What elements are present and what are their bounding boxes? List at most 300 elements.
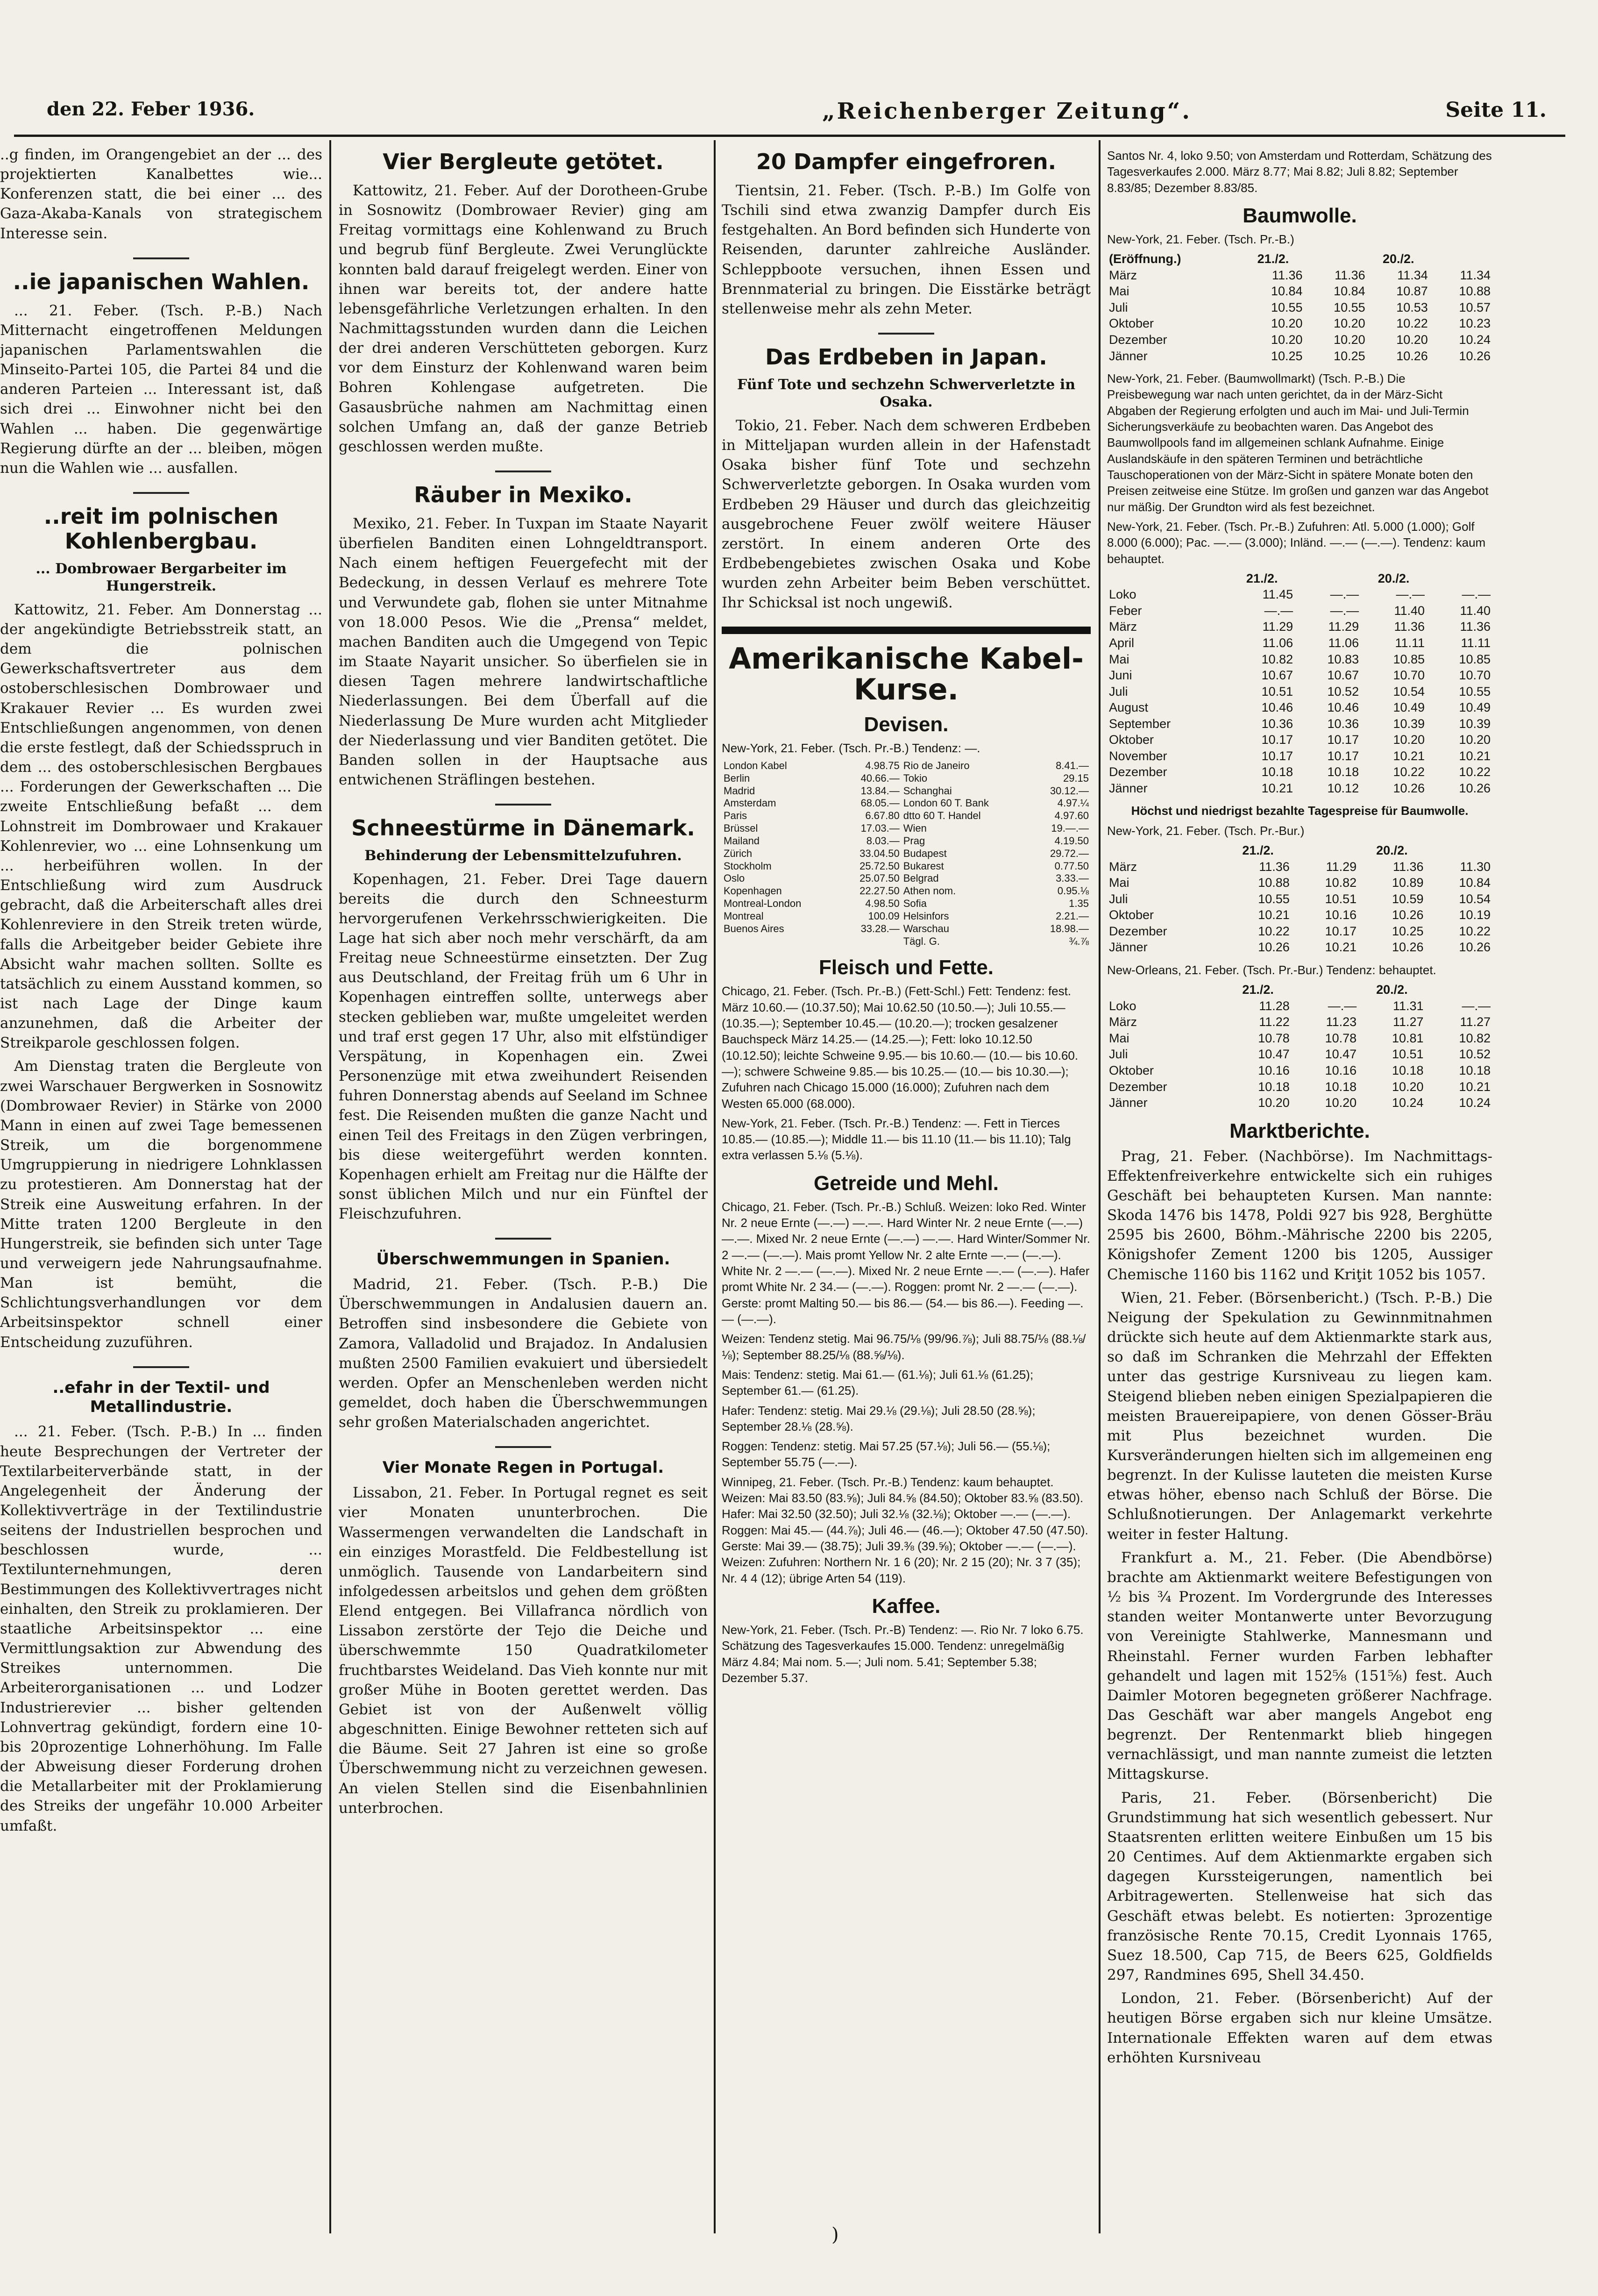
- table-cell: 10.85: [1393, 652, 1425, 666]
- table-header-cell: 21./2.: [1242, 983, 1274, 997]
- article-title: ..reit im polnischen Kohlenbergbau.: [43, 504, 279, 554]
- table-row: [722, 923, 1091, 935]
- subsection-title-meat-fats: Fleisch und Fette.: [818, 956, 994, 979]
- table-cell: 11.23: [1326, 1015, 1357, 1029]
- table-cell: —.—: [1396, 587, 1425, 602]
- table-cell: 10.82: [1325, 876, 1357, 890]
- table-cell: 10.18: [1258, 1079, 1290, 1094]
- table-cell: 10.26: [1396, 349, 1428, 363]
- table-cell: 11.31: [1393, 998, 1424, 1013]
- table-cell: 10.47: [1325, 1047, 1357, 1062]
- section-bar: [722, 627, 1091, 634]
- separator: [495, 471, 551, 472]
- table-cell: Jänner: [1109, 1096, 1148, 1110]
- table-cell: 22.27.50: [859, 885, 900, 897]
- table-cell: 10.20: [1396, 332, 1428, 347]
- table-row: [1107, 651, 1492, 668]
- article-title: Schneestürme in Dänemark.: [351, 815, 695, 841]
- table-cell: 10.46: [1261, 700, 1293, 715]
- table-cell: 10.21: [1258, 908, 1290, 922]
- page-header: [28, 98, 1556, 131]
- table-header-cell: 20./2.: [1376, 983, 1408, 997]
- table-row: [722, 872, 1091, 885]
- cotton-table-new-orleans: [1107, 982, 1492, 1111]
- table-cell: 11.34: [1460, 268, 1491, 282]
- table-cell: September: [1109, 716, 1171, 731]
- table-cell: 10.19: [1459, 908, 1491, 922]
- table-row: [722, 848, 1091, 860]
- table-cell: 10.52: [1327, 684, 1359, 699]
- table-cell: 10.18: [1261, 765, 1293, 779]
- table-cell: 10.20: [1393, 733, 1425, 747]
- table-cell: 10.16: [1258, 1063, 1290, 1077]
- table-row: [1107, 667, 1492, 684]
- table-cell: 19.—.—: [1051, 822, 1089, 834]
- table-cell: 10.26: [1258, 940, 1290, 955]
- table-header-cell: [1295, 570, 1361, 587]
- table-cell: 10.22: [1459, 924, 1491, 938]
- table-cell: 10.16: [1325, 908, 1357, 922]
- market-text: Chicago, 21. Feber. (Tsch. Pr.-B.) Schluß. Weizen: loko Red. Winter Nr. 2 neue Ernte (—.—) —.—. Hard Winter Nr. 2 neue Ernte (—.—) —.—. Mixed Nr. 2 neue Ernte (—.—) —.—. Hard Winter/Sommer Nr. 2 —.— (—.—). Mais promt Yellow Nr. 2 alte Ernte —.— (—.—). White Nr. 2 —.— (—.—). Mixed Nr. 2 neue Ernte —.— (—.—). Hafer promt White Nr. 2 34.— (—.—). Roggen: promt Nr. 2 —.— (—.—). Gerste: promt Malting 50.— bis 86.— (54.— bis 86.—). Feeding —.— (—.—).: [722, 1199, 1090, 1326]
- table-cell: 10.46: [1327, 700, 1359, 715]
- article-denmark-snowstorms: [339, 816, 708, 1224]
- article-steamers-frozen: [722, 150, 1091, 319]
- table-header-cell: 20./2.: [1378, 571, 1410, 585]
- table-row: [1107, 586, 1492, 603]
- article-title: 20 Dampfer eingefroren.: [756, 149, 1057, 174]
- table-cell: Dezember: [1109, 924, 1167, 938]
- table-cell: 11.28: [1259, 998, 1290, 1013]
- table-cell: 10.26: [1392, 908, 1424, 922]
- table-cell: Brüssel: [724, 822, 758, 834]
- table-header-row: [1107, 251, 1492, 267]
- table-cell: März: [1109, 1015, 1137, 1029]
- table-cell: 4.98.75: [865, 759, 900, 771]
- table-cell: Dezember: [1109, 332, 1167, 347]
- table-cell: 8.41.—: [1056, 759, 1089, 771]
- table-cell: April: [1109, 636, 1135, 650]
- subsection-title-grain-flour: Getreide und Mehl.: [813, 1171, 999, 1195]
- table-cell: 10.84: [1459, 876, 1491, 890]
- table-header-cell: 20./2.: [1382, 252, 1414, 266]
- table-row: [1107, 684, 1492, 700]
- table-cell: Sofia: [903, 898, 927, 910]
- article-spain-floods: [339, 1250, 708, 1432]
- table-cell: 100.09: [868, 910, 900, 922]
- table-cell: 10.17: [1261, 749, 1293, 763]
- market-text: New-York, 21. Feber. (Baumwollmarkt) (Tsch. P.-B.) Die Preisbewegung war nach unten gerichtet, da in der März-Sicht Abgaben der Regierung erfolgten und auch im Mai- und Juli-Termin Sicherungsverkäufe zu beobachten waren. Das Angebot des Baumwollpools fand im allgemeinen schlank Aufnahme. Einige Auslandskäufe in den späteren Terminen und beträchtliche Tauschoperationen von der März-Sicht in spätere Monate boten den Preisen zeitweise eine Stütze. Im großen und ganzen war das Angebot nur mäßig. Der Grundton wird als fest bezeichnet.: [1107, 371, 1489, 514]
- table-cell: 10.21: [1459, 749, 1491, 763]
- table-row: [1107, 315, 1492, 332]
- table-cell: 10.17: [1327, 749, 1359, 763]
- table-cell: 10.21: [1261, 781, 1293, 795]
- table-cell: 11.29: [1262, 620, 1293, 634]
- table-cell: Mai: [1109, 876, 1129, 890]
- table-cell: 10.47: [1258, 1047, 1290, 1062]
- table-cell: 10.18: [1325, 1079, 1357, 1094]
- table-cell: Juli: [1109, 300, 1128, 314]
- table-cell: 4.19.50: [1054, 834, 1089, 847]
- subsection-title-cotton: Baumwolle.: [1243, 204, 1357, 227]
- table-cell: 10.26: [1459, 349, 1491, 363]
- table-cell: Stockholm: [724, 860, 772, 872]
- table-header-cell: 21./2.: [1246, 571, 1278, 585]
- table-cell: 10.51: [1392, 1047, 1424, 1062]
- table-row: [1107, 619, 1492, 635]
- table-row: [1107, 748, 1492, 764]
- table-cell: 11.40: [1394, 603, 1425, 618]
- table-cell: —.—: [1328, 998, 1357, 1013]
- table-cell: Madrid: [724, 784, 755, 797]
- cotton-header: New-York, 21. Feber. (Tsch. Pr.-B.) Zufuhren: Atl. 5.000 (1.000); Golf 8.000 (6.000); Pac. —.— (3.000); Inländ. —.— (—.—). Tendenz: kaum behauptet.: [1107, 519, 1486, 566]
- table-cell: 10.49: [1459, 700, 1491, 715]
- column-4: [1107, 145, 1492, 2233]
- market-text: Hafer: Tendenz: stetig. Mai 29.⅛ (29.⅛); Juli 28.50 (28.⅝); September 28.⅛ (28.⅝).: [722, 1403, 1036, 1433]
- table-row: [722, 835, 1091, 848]
- table-cell: 11.11: [1395, 636, 1425, 650]
- table-cell: 11.11: [1461, 636, 1491, 650]
- table-header-cell: 21./2.: [1242, 843, 1274, 858]
- table-row: [1107, 1046, 1492, 1062]
- separator: [133, 1366, 189, 1368]
- table-cell: 11.22: [1259, 1015, 1290, 1029]
- table-cell: 10.25: [1271, 349, 1303, 363]
- table-cell: Oslo: [724, 872, 745, 884]
- table-row: [1107, 635, 1492, 651]
- table-cell: Juli: [1109, 891, 1128, 906]
- table-row: [722, 885, 1091, 898]
- table-cell: Dezember: [1109, 765, 1167, 779]
- table-header-cell: [1107, 982, 1224, 998]
- table-cell: 10.21: [1393, 749, 1425, 763]
- currencies-table: [722, 760, 1091, 948]
- table-cell: 11.29: [1328, 620, 1359, 634]
- table-cell: 10.36: [1327, 716, 1359, 731]
- table-cell: 10.18: [1327, 765, 1359, 779]
- table-cell: Jänner: [1109, 349, 1148, 363]
- separator: [133, 257, 189, 259]
- table-cell: 4.98.50: [865, 898, 900, 910]
- table-cell: 11.34: [1397, 268, 1428, 282]
- article-text: Am Dienstag traten die Bergleute von zwei Warschauer Bergwerken in Sosnowitz (Dombrowaer Revier) in Stärke von 2000 Mann in einen auf zwei Tage bemessenen Streik, um die borgenommene Umgruppierung in niedrigere Lohnklassen zu protestieren. Am Donnerstag hat der Streik eine Ausweitung erfahren. In der Mitte traten 1200 Bergleute in den Hungerstreik, sie befinden sich unter Tage und verweigern jede Nahrungsaufnahme. Man ist bemüht, die Schlichtungsverhandlungen vor dem Arbeitsinspektor schnell einer Entscheidung zuzuführen.: [0, 1058, 322, 1351]
- article-title: Überschwemmungen in Spanien.: [376, 1250, 670, 1269]
- table-row: [722, 810, 1091, 822]
- table-cell: 10.22: [1459, 765, 1491, 779]
- table-cell: 10.12: [1327, 781, 1359, 795]
- table-row: [1107, 859, 1492, 875]
- market-report-vienna: Wien, 21. Feber. (Börsenbericht.) (Tsch. P.-B.) Die Neigung der Spekulation zu Gewinnmitnahmen drückte sich heute auf dem Aktienmarkte stark aus, so daß im Schranken die Mehrzahl der Effekten unter das gestrige Kursniveau zu liegen kam. Steigend blieben neben einigen Spezialpapieren die meisten Brauereipapiere, von denen Gösser-Bräu mit Plus bezeichnet wurden. Die Kursveränderungen hielten sich im allgemeinen eng begrenzt. In der Kulisse lauteten die meisten Kurse etwas höher, ebenso nach Schluß der Börse. Die Schlußnotierungen. Der Anlagemarkt verkehrte weiter in fester Haltung.: [1107, 1289, 1492, 1543]
- table-cell: Juli: [1109, 684, 1128, 699]
- article-text: Kopenhagen, 21. Feber. Drei Tage dauern bereits die durch den Schneesturm hervorgerufenen Verkehrsschwierigkeiten. Die Lage hat sich aber noch mehr verschärft, da am Freitag neue Schneestürme einsetzten. Der Zug aus Deutschland, der Freitag früh um 6 Uhr in Kopenhagen eintreffen sollte, unterwegs aber stecken geblieben war, mußte umgeleitet werden und traf erst gegen 17 Uhr, also mit elfstündiger Verspätung, in Kopenhagen ein. Zwei Personenzüge mit etwa zweihundert Reisenden fuhren Donnerstag abends auf Seeland im Schnee fest. Die Reisenden mußten die ganze Nacht und einen Teil des Freitags in den Zügen verbringen, bis diese weitergeführt werden konnten. Kopenhagen erhielt am Freitag nur die Hälfte der sonst üblichen Milch und nur ein Fünftel der Fleischzufuhren.: [339, 870, 708, 1223]
- separator: [495, 1446, 551, 1448]
- table-row: [1107, 764, 1492, 780]
- header-page-number: Seite 11.: [1445, 98, 1547, 122]
- table-row: [1107, 603, 1492, 619]
- table-cell: Kopenhagen: [724, 885, 782, 897]
- table-cell: 10.20: [1334, 332, 1365, 347]
- table-header-cell: [1430, 251, 1492, 267]
- table-cell: London Kabel: [724, 759, 787, 771]
- header-masthead: „Reichenberger Zeitung“.: [822, 98, 1192, 124]
- table-cell: 10.55: [1459, 684, 1491, 699]
- table-row: [1107, 1014, 1492, 1030]
- table-cell: 10.70: [1459, 668, 1491, 683]
- article-text: Tokio, 21. Feber. Nach dem schweren Erdbeben in Mitteljapan wurden allein in der Hafenstadt Osaka bisher fünf Tote und sechzehn Schwerverletzte geborgen. In Osaka wurden vom Erdbeben 29 Häuser und durch das gleichzeitig ausgebrochene Feuer zwölf weitere Häuser zerstört. In einem anderen Orte des Erdbebengebietes zwischen Osaka und Kobe wurden zehn Arbeiter beim Beben verschüttet. Ihr Schicksal ist noch ungewiß.: [722, 417, 1091, 612]
- table-cell: Montreal-London: [724, 898, 802, 910]
- table-cell: 10.22: [1393, 765, 1425, 779]
- article-textile-industry: [0, 1378, 322, 1836]
- table-cell: 68.05.—: [860, 797, 900, 809]
- table-cell: Juli: [1109, 1047, 1128, 1062]
- table-cell: Dezember: [1109, 1079, 1167, 1094]
- column-2: [339, 145, 708, 2233]
- cotton-header: New-York, 21. Feber. (Tsch. Pr.-Bur.): [1107, 823, 1305, 838]
- cotton-header: New-Orleans, 21. Feber. (Tsch. Pr.-Bur.) Tendenz: behauptet.: [1107, 963, 1436, 977]
- table-cell: 10.20: [1392, 1079, 1424, 1094]
- table-row: [1107, 875, 1492, 891]
- article-japan-elections: [0, 270, 322, 478]
- table-cell: 18.98.—: [1050, 922, 1089, 934]
- table-cell: 4.97.¼: [1057, 797, 1089, 809]
- table-cell: 10.78: [1325, 1031, 1357, 1045]
- table-cell: 11.29: [1326, 859, 1357, 874]
- table-row: [1107, 907, 1492, 923]
- table-header-row: [1107, 842, 1492, 859]
- table-cell: 11.06: [1262, 636, 1293, 650]
- table-cell: 11.40: [1460, 603, 1491, 618]
- table-header-row: [1107, 982, 1492, 998]
- column-1: [0, 145, 322, 2233]
- market-text: Weizen: Tendenz stetig. Mai 96.75/⅛ (99/96.⅞); Juli 88.75/⅛ (88.⅛/⅛); September 88.25/⅛ (88.⅝/⅛).: [722, 1332, 1086, 1362]
- table-header-cell: [1305, 251, 1367, 267]
- market-text: New-York, 21. Feber. (Tsch. Pr.-B) Tendenz: —. Rio Nr. 7 loko 6.75. Schätzung des Tagesverkaufes 15.000. Tendenz: unregelmäßig März 4.84; Mai nom. 5.—; Juli nom. 5.41; September 5.38; Dezember 5.37.: [722, 1622, 1084, 1685]
- table-cell: Wien: [903, 822, 927, 834]
- table-cell: Rio de Janeiro: [903, 759, 970, 771]
- table-cell: [722, 935, 838, 948]
- table-cell: 17.03.—: [860, 822, 900, 834]
- table-cell: Buenos Aires: [724, 922, 784, 934]
- table-cell: 10.36: [1261, 716, 1293, 731]
- table-cell: 40.66.—: [860, 772, 900, 784]
- article-title: Vier Bergleute getötet.: [383, 149, 664, 174]
- separator: [878, 333, 934, 335]
- article-portugal-rain: [339, 1458, 708, 1818]
- table-cell: 10.18: [1392, 1063, 1424, 1077]
- table-cell: 11.36: [1393, 859, 1424, 874]
- table-cell: 10.20: [1258, 1096, 1290, 1110]
- article-subtitle: ... Dombrowaer Bergarbeiter im Hungerstreik.: [36, 560, 287, 595]
- table-cell: 10.53: [1396, 300, 1428, 314]
- table-cell: 10.20: [1459, 733, 1491, 747]
- table-cell: Belgrad: [903, 872, 939, 884]
- table-cell: 10.39: [1459, 716, 1491, 731]
- article-title: ..efahr in der Textil- und Metallindustrie.: [52, 1378, 270, 1416]
- header-date: den 22. Feber 1936.: [47, 98, 255, 120]
- table-cell: 10.54: [1393, 684, 1425, 699]
- table-header-cell: [1427, 570, 1492, 587]
- table-row: [722, 935, 1091, 948]
- table-cell: —.—: [1462, 587, 1491, 602]
- table-cell: 10.82: [1261, 652, 1293, 666]
- table-row: [1107, 939, 1492, 955]
- currencies-header: New-York, 21. Feber. (Tsch. Pr.-B.) Tendenz: —.: [722, 741, 980, 755]
- table-row: [722, 898, 1091, 910]
- table-cell: Zürich: [724, 847, 753, 859]
- table-header-cell: 21./2.: [1257, 252, 1289, 266]
- table-cell: 10.18: [1459, 1063, 1491, 1077]
- table-row: [722, 910, 1091, 923]
- subsection-title-currencies: Devisen.: [864, 713, 949, 736]
- table-cell: 2.21.—: [1056, 910, 1089, 922]
- table-cell: 10.20: [1334, 316, 1365, 331]
- table-row: [1107, 1079, 1492, 1095]
- article-text: Mexiko, 21. Feber. In Tuxpan im Staate Nayarit überfielen Banditen einen Lohngeldtransport. Nach einem heftigen Feuergefecht mit der Bedeckung, in dessen Verlauf es mehrere Tote und Verwundete gab, flohen sie unter Mitnahme von 18.000 Pesos. Wie die „Prensa“ meldet, machen Banditen auch die Umgegend von Tepic im Staate Nayarit unsicher. So überfielen sie in diesen Tagen mehrere landwirtschaftliche Niederlassungen. Bei dem Überfall auf die Niederlassung De Mure wurden acht Mitglieder der Niederlassung und vier Banditen getötet. Die Banden sollen in der Hauptsache aus entwichenen Sträflingen bestehen.: [339, 515, 708, 788]
- market-text: Santos Nr. 4, loko 9.50; von Amsterdam und Rotterdam, Schätzung des Tagesverkaufes 2.000. März 8.77; Mai 8.82; Juli 8.82; September 8.83/85; Dezember 8.83/85.: [1107, 149, 1492, 195]
- article-mexico-robbers: [339, 483, 708, 790]
- table-cell: 10.81: [1392, 1031, 1424, 1045]
- table-cell: 1.35: [1069, 898, 1089, 910]
- table-cell: Paris: [724, 810, 747, 822]
- table-cell: 10.22: [1396, 316, 1428, 331]
- table-cell: 11.06: [1328, 636, 1359, 650]
- table-cell: [838, 935, 901, 948]
- table-header-cell: [1107, 842, 1224, 859]
- table-cell: 10.83: [1327, 652, 1359, 666]
- table-cell: —.—: [1330, 603, 1359, 618]
- table-cell: 10.16: [1325, 1063, 1357, 1077]
- table-cell: 25.07.50: [859, 872, 900, 884]
- table-cell: 10.24: [1459, 332, 1491, 347]
- article-text: Madrid, 21. Feber. (Tsch. P.-B.) Die Überschwemmungen in Andalusien dauern an. Betroffen sind insbesondere die Gebiete von Zamora, Valladolid und Brajadoz. In Andalusien mußten 2500 Familien evakuiert und übersiedelt werden. Opfer an Menschenleben werden nicht gemeldet, doch haben die Überschwemmungen sehr großen Materialschaden angerichtet.: [339, 1276, 708, 1431]
- table-cell: 10.55: [1258, 891, 1290, 906]
- table-cell: 25.72.50: [859, 860, 900, 872]
- table-cell: —.—: [1462, 998, 1491, 1013]
- table-cell: 10.26: [1393, 781, 1425, 795]
- table-row: [1107, 780, 1492, 797]
- table-cell: 10.24: [1459, 1096, 1491, 1110]
- table-cell: 10.54: [1459, 891, 1491, 906]
- column-rule-3: [1099, 140, 1101, 2233]
- table-cell: Amsterdam: [724, 797, 776, 809]
- article-subtitle: Behinderung der Lebensmittelzufuhren.: [364, 848, 682, 864]
- table-cell: 10.55: [1271, 300, 1303, 314]
- table-row: [1107, 332, 1492, 348]
- table-row: [1107, 348, 1492, 364]
- table-cell: 10.87: [1396, 284, 1428, 299]
- table-row: [722, 797, 1091, 810]
- table-cell: dtto 60 T. Handel: [903, 810, 981, 822]
- article-text: Lissabon, 21. Feber. In Portugal regnet es seit vier Monaten ununterbrochen. Die Wassermengen verwandelten die Landschaft in ein einziges Morastfeld. Die Feldbestellung ist unmöglich. Tausende von Landarbeitern sind infolgedessen arbeitslos und gehen dem größten Elend entgegen. Bei Villafranca nördlich von Lissabon zerstörte der Tejo die Deiche und überschwemmte 150 Quadratkilometer fruchtbarstes Weideland. Das Vieh konnte nur mit großer Mühe in Booten gerettet werden. Das Gebiet ist von der Außenwelt völlig abgeschnitten. Einige Bewohner retteten sich auf die Bäume. Seit 27 Jahren ist eine so große Überschwemmung nicht zu verzeichnen gewesen. An vielen Stellen sind die Eisenbahnlinien unterbrochen.: [339, 1484, 708, 1817]
- table-cell: 10.20: [1271, 332, 1303, 347]
- table-cell: Montreal: [724, 910, 764, 922]
- article-text: ... 21. Feber. (Tsch. P.-B.) In ... finden heute Besprechungen der Vertreter der Textilarbeiterverbände statt, in der Angelegenheit der Änderung der Kollektivverträge in der Textilindustrie seitens der Industriellen besprochen und beschlossen wurde, ... Textilunternehmungen, deren Bestimmungen des Kollektivvertrages nicht einhalten, den Streik zu proklamieren. Der staatliche Arbeitsinspektor ... eine Vermittlungsaktion zur Abwendung des Streikes unternommen. Die Arbeiterorganisationen ... und Lodzer Industrierevier ... bisher geltenden Lohnvertrag gekündigt, fordern eine 10- bis 20prozentige Lohnerhöhung. Im Falle der Abweisung dieser Forderung drohen die Metallarbeiter mit der Proklamierung des Streiks der ungefähr 10.000 Arbeiter umfaßt.: [0, 1423, 322, 1834]
- market-text: New-York, 21. Feber. (Tsch. Pr.-B.) Tendenz: —. Fett in Tierces 10.85.— (10.85.—); Middle 11.— bis 11.10 (11.— bis 11.10); Talg extra verlassen 5.⅛ (5.⅛).: [722, 1116, 1071, 1162]
- table-header-cell: [1426, 982, 1492, 998]
- column-3: [722, 145, 1091, 2233]
- table-cell: Helsinfors: [903, 910, 949, 922]
- separator: [133, 492, 189, 494]
- table-row: [722, 772, 1091, 785]
- cotton-header: New-York, 21. Feber. (Tsch. Pr.-B.): [1107, 232, 1294, 246]
- table-row: [722, 822, 1091, 835]
- table-cell: Oktober: [1109, 1063, 1154, 1077]
- table-cell: 10.25: [1392, 924, 1424, 938]
- table-row: [1107, 1062, 1492, 1079]
- table-cell: 10.49: [1393, 700, 1425, 715]
- table-cell: März: [1109, 620, 1137, 634]
- table-cell: 10.70: [1393, 668, 1425, 683]
- table-cell: Loko: [1109, 998, 1136, 1013]
- table-cell: Athen nom.: [903, 885, 956, 897]
- cotton-highlow-title: Höchst und niedrigst bezahlte Tagespreise für Baumwolle.: [1131, 804, 1469, 818]
- table-cell: Oktober: [1109, 316, 1154, 331]
- table-cell: 10.51: [1261, 684, 1293, 699]
- table-row: [1107, 283, 1492, 299]
- table-cell: Mai: [1109, 284, 1129, 299]
- table-cell: Tokio: [903, 772, 928, 784]
- table-row: [722, 860, 1091, 873]
- table-cell: 11.36: [1259, 859, 1290, 874]
- table-header-cell: [1107, 570, 1229, 587]
- subsection-title-coffee: Kaffee.: [872, 1594, 941, 1618]
- table-cell: 10.17: [1327, 733, 1359, 747]
- table-cell: 11.36: [1335, 268, 1365, 282]
- table-cell: 8.03.—: [866, 834, 900, 847]
- table-cell: 10.21: [1325, 940, 1357, 955]
- table-cell: Warschau: [903, 922, 949, 934]
- header-rule: [14, 135, 1565, 137]
- column-rule-2: [714, 140, 716, 2233]
- table-cell: 29.15: [1063, 772, 1089, 784]
- table-row: [1107, 891, 1492, 907]
- table-cell: 10.85: [1459, 652, 1491, 666]
- table-cell: Loko: [1109, 587, 1136, 602]
- table-cell: 30.12.—: [1050, 784, 1089, 797]
- table-cell: Mailand: [724, 834, 760, 847]
- table-cell: 11.36: [1460, 620, 1491, 634]
- table-cell: 3.33.—: [1056, 872, 1089, 884]
- table-cell: März: [1109, 268, 1137, 282]
- table-cell: Schanghai: [903, 784, 952, 797]
- table-row: [1107, 699, 1492, 716]
- table-cell: 29.72.—: [1050, 847, 1089, 859]
- table-cell: London 60 T. Bank: [903, 797, 989, 809]
- table-cell: Tägl. G.: [903, 935, 940, 947]
- table-row: [1107, 1030, 1492, 1047]
- separator: [495, 1238, 551, 1240]
- table-cell: 10.88: [1459, 284, 1491, 299]
- table-cell: 10.52: [1459, 1047, 1491, 1062]
- table-cell: 10.21: [1459, 1079, 1491, 1094]
- article-text: ..g finden, im Orangengebiet an der ... des projektierten Kanalbettes wie... Konferenzen statt, die bei einer ... des Gaza-Akaba-Kanals von strategischem Interesse sein.: [0, 146, 322, 242]
- cotton-table-opening: [1107, 251, 1492, 364]
- table-cell: Jänner: [1109, 940, 1148, 955]
- table-cell: Berlin: [724, 772, 750, 784]
- table-cell: 10.26: [1392, 940, 1424, 955]
- market-report-prague: Prag, 21. Feber. (Nachbörse). Im Nachmittags-Effektenfreiverkehre entwickelte sich ein ruhiges Geschäft bei behaupteten Kursen. Man nannte: Skoda 1476 bis 1478, Poldi 927 bis 928, Berghütte 2595 bis 2600, Böhm.-Mährische 2200 bis 2205, Königshofer Zement 1200 bis 1205, Aussiger Chemische 1160 bis 1162 und Kriţit 1052 bis 1057.: [1107, 1148, 1492, 1283]
- table-cell: 10.17: [1325, 924, 1357, 938]
- table-cell: Prag: [903, 834, 925, 847]
- table-cell: 10.20: [1271, 316, 1303, 331]
- table-header-cell: [1292, 982, 1358, 998]
- table-row: [1107, 732, 1492, 748]
- table-cell: 10.67: [1327, 668, 1359, 683]
- market-report-london: London, 21. Feber. (Börsenbericht) Auf der heutigen Börse ergaben sich nur kleine Umsätze. Internationale Effekten waren auf dem etwas erhöhten Kursniveau: [1107, 1990, 1492, 2066]
- table-cell: 10.89: [1392, 876, 1424, 890]
- table-cell: 10.84: [1334, 284, 1365, 299]
- table-cell: 10.26: [1459, 940, 1491, 955]
- section-title-cable-rates: Amerikanische Kabel-Kurse.: [729, 642, 1084, 706]
